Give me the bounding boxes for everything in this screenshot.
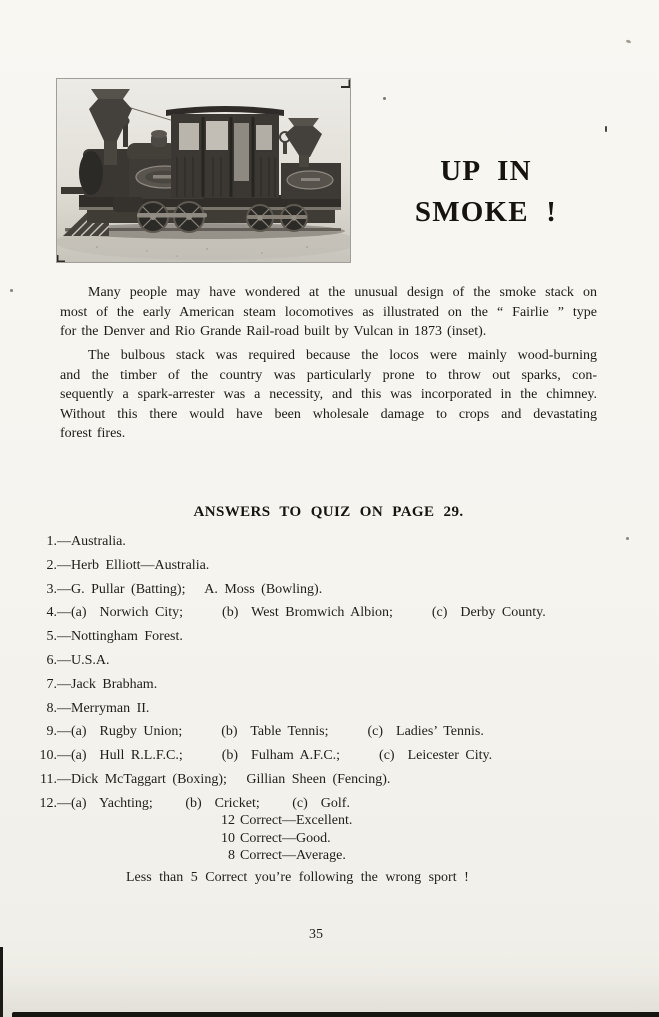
scan-bottom-edge <box>12 1012 659 1017</box>
answer-number: 8. <box>46 700 57 716</box>
article-title-line1: UP IN <box>440 155 532 187</box>
locomotive-photo <box>57 79 350 262</box>
answer-text: —(a) Rugby Union; (b) Table Tennis; (c) Ladies’ Tennis. <box>57 724 484 740</box>
answer-text: —Nottingham Forest. <box>57 629 183 645</box>
answer-text: —(a) Yachting; (b) Cricket; (c) Golf. <box>57 795 350 811</box>
scan-speck <box>626 39 632 44</box>
paragraph-line: Many people may have wondered at the unusual design of the smoke stack on <box>88 285 597 300</box>
answer-number: 1. <box>46 534 57 549</box>
article-title-line2: SMOKE ! <box>414 196 558 228</box>
quiz-answer-7 <box>33 673 633 697</box>
answer-number: 3. <box>46 581 57 597</box>
quiz-answer-1 <box>33 530 633 554</box>
paragraph-line: sequently a spark-arrester was a necessity, and this was incorporated in the chimney. <box>60 387 597 402</box>
quiz-answers-list <box>33 530 633 816</box>
answer-text: —(a) Hull R.L.F.C.; (b) Fulham A.F.C.; (c) Leicester City. <box>57 748 493 764</box>
score-line-good <box>218 830 352 848</box>
paragraph-line: Without this there would have been wholesale damage to crops and devastating <box>60 406 597 422</box>
quiz-answer-11 <box>33 768 633 792</box>
article-paragraph-2 <box>60 346 597 444</box>
quiz-answer-2 <box>33 554 633 578</box>
quiz-answer-8 <box>33 697 633 721</box>
quiz-answer-9 <box>33 720 633 744</box>
score-line-average <box>218 847 352 865</box>
locomotive-illustration <box>57 79 350 262</box>
paragraph-line: for the Denver and Rio Grande Rail-road built by Vulcan in 1873 (inset). <box>60 324 487 339</box>
answer-text: —Herb Elliott—Australia. <box>57 557 210 573</box>
answer-number: 2. <box>46 557 57 573</box>
quiz-heading: ANSWERS TO QUIZ ON PAGE 29. <box>193 504 464 520</box>
answer-number: 6. <box>46 652 57 668</box>
quiz-score-footer: Less than 5 Correct you’re following the wrong sport ! <box>126 870 469 885</box>
score-number: 10 <box>221 830 235 846</box>
answer-text: —U.S.A. <box>57 652 110 668</box>
quiz-score-scale <box>218 812 352 865</box>
answer-text: —Jack Brabham. <box>57 676 158 692</box>
scan-left-edge <box>0 947 3 1017</box>
paragraph-line: and the timber of the country was particularly prone to throw out sparks, con- <box>60 367 597 383</box>
quiz-answer-4 <box>33 601 633 625</box>
paragraph-line: forest fires. <box>60 426 126 441</box>
score-number: 12 <box>221 813 235 828</box>
scan-speck <box>626 537 629 540</box>
score-text: Correct—Average. <box>240 848 346 864</box>
paragraph-line: The bulbous stack was required because the locos were mainly wood-burning <box>88 348 597 363</box>
quiz-answer-10 <box>33 744 633 768</box>
score-text: Correct—Good. <box>240 830 331 846</box>
page-number: 35 <box>309 927 323 942</box>
answer-text: —Dick McTaggart (Boxing); Gillian Sheen (Fencing). <box>57 771 391 787</box>
quiz-answer-5 <box>33 625 633 649</box>
answer-number: 9. <box>46 724 57 740</box>
answer-text: —Merryman II. <box>57 700 150 716</box>
answer-number: 11. <box>40 771 57 787</box>
answer-text: —(a) Norwich City; (b) West Bromwich Albion; (c) Derby County. <box>57 605 546 621</box>
answer-number: 12. <box>39 795 57 811</box>
paragraph-line: most of the early American steam locomotives as illustrated on the “ Fairlie ” type <box>60 304 597 320</box>
article-paragraph-1 <box>60 283 597 342</box>
answer-text: —G. Pullar (Batting); A. Moss (Bowling). <box>57 581 323 597</box>
answer-number: 4. <box>46 605 57 621</box>
score-number: 8 <box>228 848 235 864</box>
score-line-excellent <box>218 812 352 830</box>
article-title <box>388 151 584 233</box>
answer-number: 10. <box>39 748 57 764</box>
scan-speck <box>605 126 607 132</box>
score-text: Correct—Excellent. <box>240 813 353 828</box>
answer-number: 5. <box>46 629 57 645</box>
scan-speck <box>10 289 13 292</box>
answer-number: 7. <box>46 676 57 692</box>
quiz-answer-6 <box>33 649 633 673</box>
quiz-answer-3 <box>33 578 633 602</box>
answer-text: —Australia. <box>57 534 126 549</box>
scan-speck <box>383 97 386 100</box>
